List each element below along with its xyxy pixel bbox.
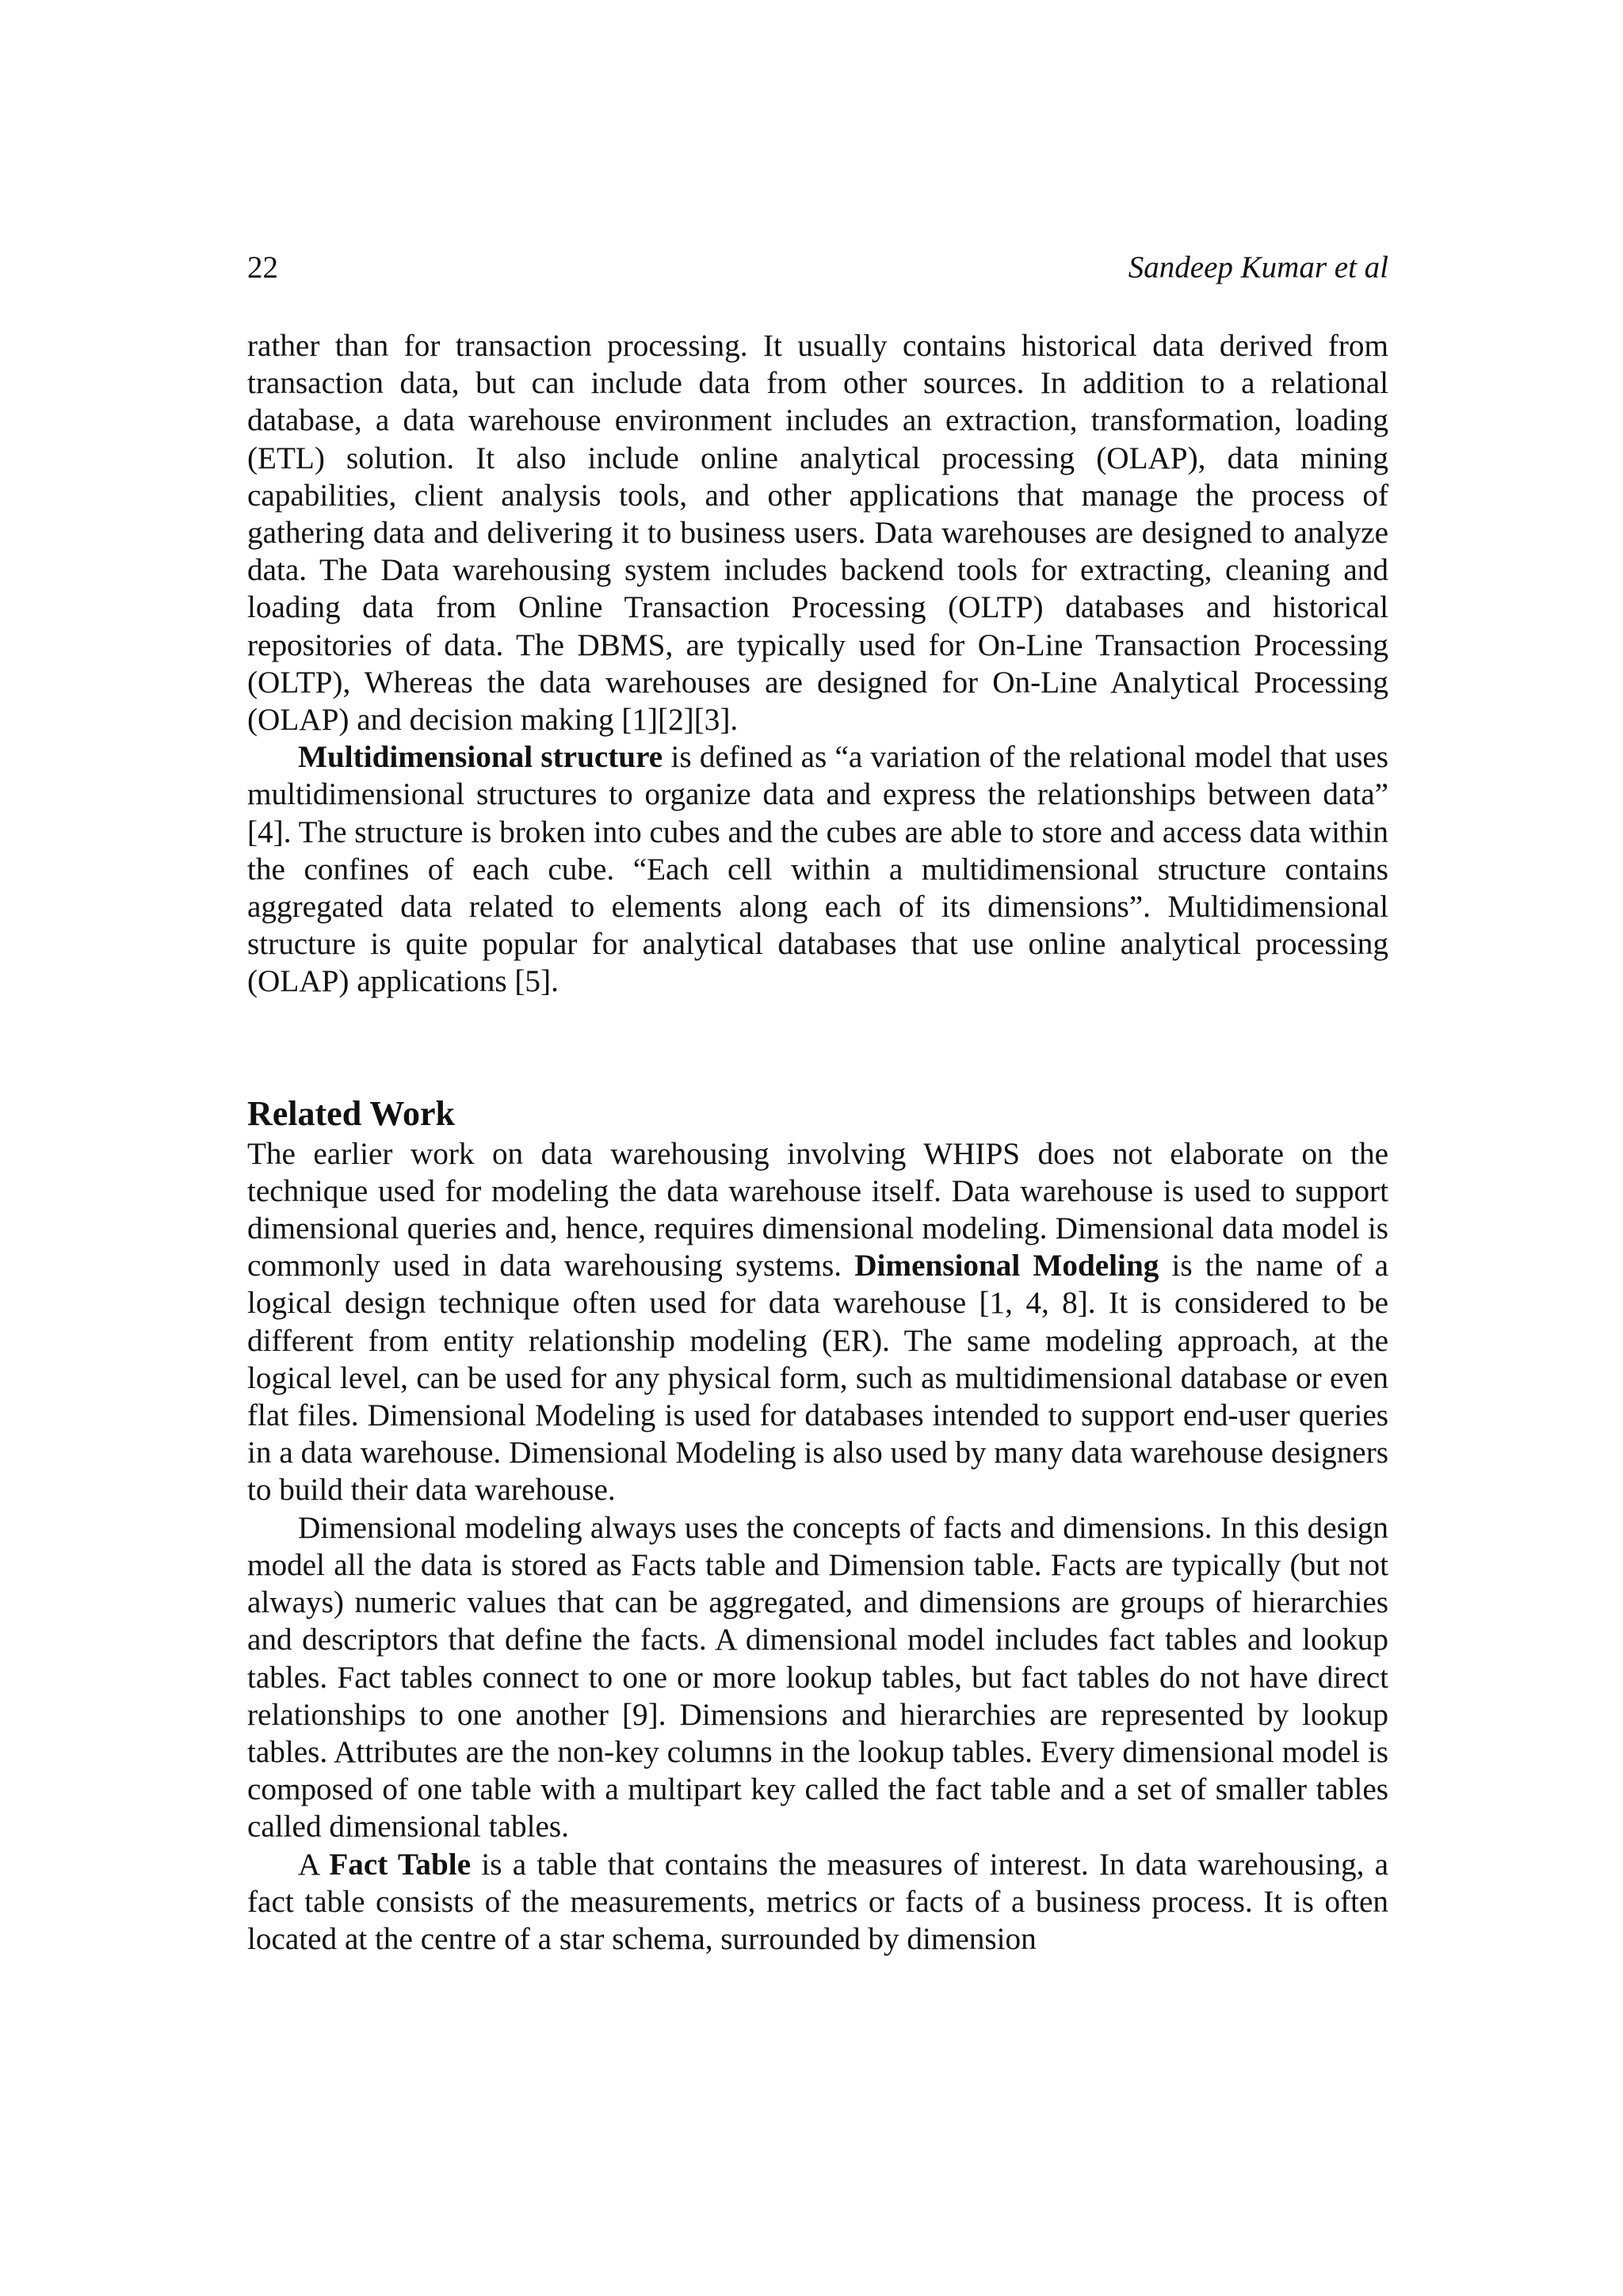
- running-header: [247, 249, 1388, 287]
- paragraph-data-warehouse: rather than for transaction processing. It usually contains historical data derived from transaction data, but can include data from other sources. In addition to a relational database, a data warehouse environment includes an extraction, transformation, loading (ETL) solution. It also include online analytical processing (OLAP), data mining capabilities, client analysis tools, and other applications that manage the process of gathering data and delivering it to business users. Data warehouses are designed to analyze data. The Data warehousing system includes backend tools for extracting, cleaning and loading data from Online Transaction Processing (OLTP) databases and historical repositories of data. The DBMS, are typically used for On-Line Transaction Processing (OLTP), Whereas the data warehouses are designed for On-Line Analytical Processing (OLAP) and decision making [1][2][3].: [247, 329, 1388, 738]
- running-author: Sandeep Kumar et al: [1128, 250, 1388, 284]
- paragraph-text: The earlier work on data warehousing involving WHIPS does not elaborate on the technique used for modeling the data warehouse itself. Data warehouse is used to support dimensional queries and, hence, requires dimensional modeling. Dimensional data model is commonly used in data warehousing systems.: [247, 1136, 1388, 1283]
- paragraph-related-work: [247, 1135, 1388, 1509]
- body-text: [247, 327, 1388, 1958]
- paragraph-text: is a table that contains the measures of interest. In data warehousing, a fact table consists of the measurements, metrics or facts of a business process. It is often located at the centre of a star schema, surrounded by dimension: [247, 1847, 1388, 1956]
- paragraph-fact-table: [247, 1846, 1388, 1958]
- paragraph-multidimensional-structure: [247, 738, 1388, 1000]
- section-heading-related-work: Related Work: [247, 1093, 455, 1133]
- paragraph-text: is the name of a logical design technique often used for data warehouse [1, 4, 8]. It is considered to be different from entity relationship modeling (ER). The same modeling approach, at the logical level, can be used for any physical form, such as multidimensional database or even flat files. Dimensional Modeling is used for databases intended to support end-user queries in a data warehouse. Dimensional Modeling is also used by many data warehouse designers to build their data warehouse.: [247, 1249, 1388, 1508]
- term-fact-table: Fact Table: [329, 1847, 472, 1882]
- term-multidimensional-structure: Multidimensional structure: [298, 740, 663, 775]
- paragraph-facts-dimensions: Dimensional modeling always uses the concepts of facts and dimensions. In this design model all the data is stored as Facts table and Dimension table. Facts are typically (but not always) numeric values that can be aggregated, and dimensions are groups of hierarchies and descriptors that define the facts. A dimensional model includes fact tables and lookup tables. Fact tables connect to one or more lookup tables, but fact tables do not have direct relationships to one another [9]. Dimensions and hierarchies are represented by lookup tables. Attributes are the non-key columns in the lookup tables. Every dimensional model is composed of one table with a multipart key called the fact table and a set of smaller tables called dimensional tables.: [247, 1510, 1388, 1844]
- page-number: 22: [247, 250, 278, 284]
- paragraph-text: is defined as “a variation of the relational model that uses multidimensional structures to organize data and express the relationships between data” [4]. The structure is broken into cubes and the cubes are able to store and access data within the confines of each cube. “Each cell within a multidimensional structure contains aggregated data related to elements along each of its dimensions”. Multidimensional structure is quite popular for analytical databases that use online analytical processing (OLAP) applications [5].: [247, 740, 1389, 999]
- paragraph-text: A: [298, 1847, 330, 1882]
- term-dimensional-modeling: Dimensional Modeling: [854, 1249, 1159, 1283]
